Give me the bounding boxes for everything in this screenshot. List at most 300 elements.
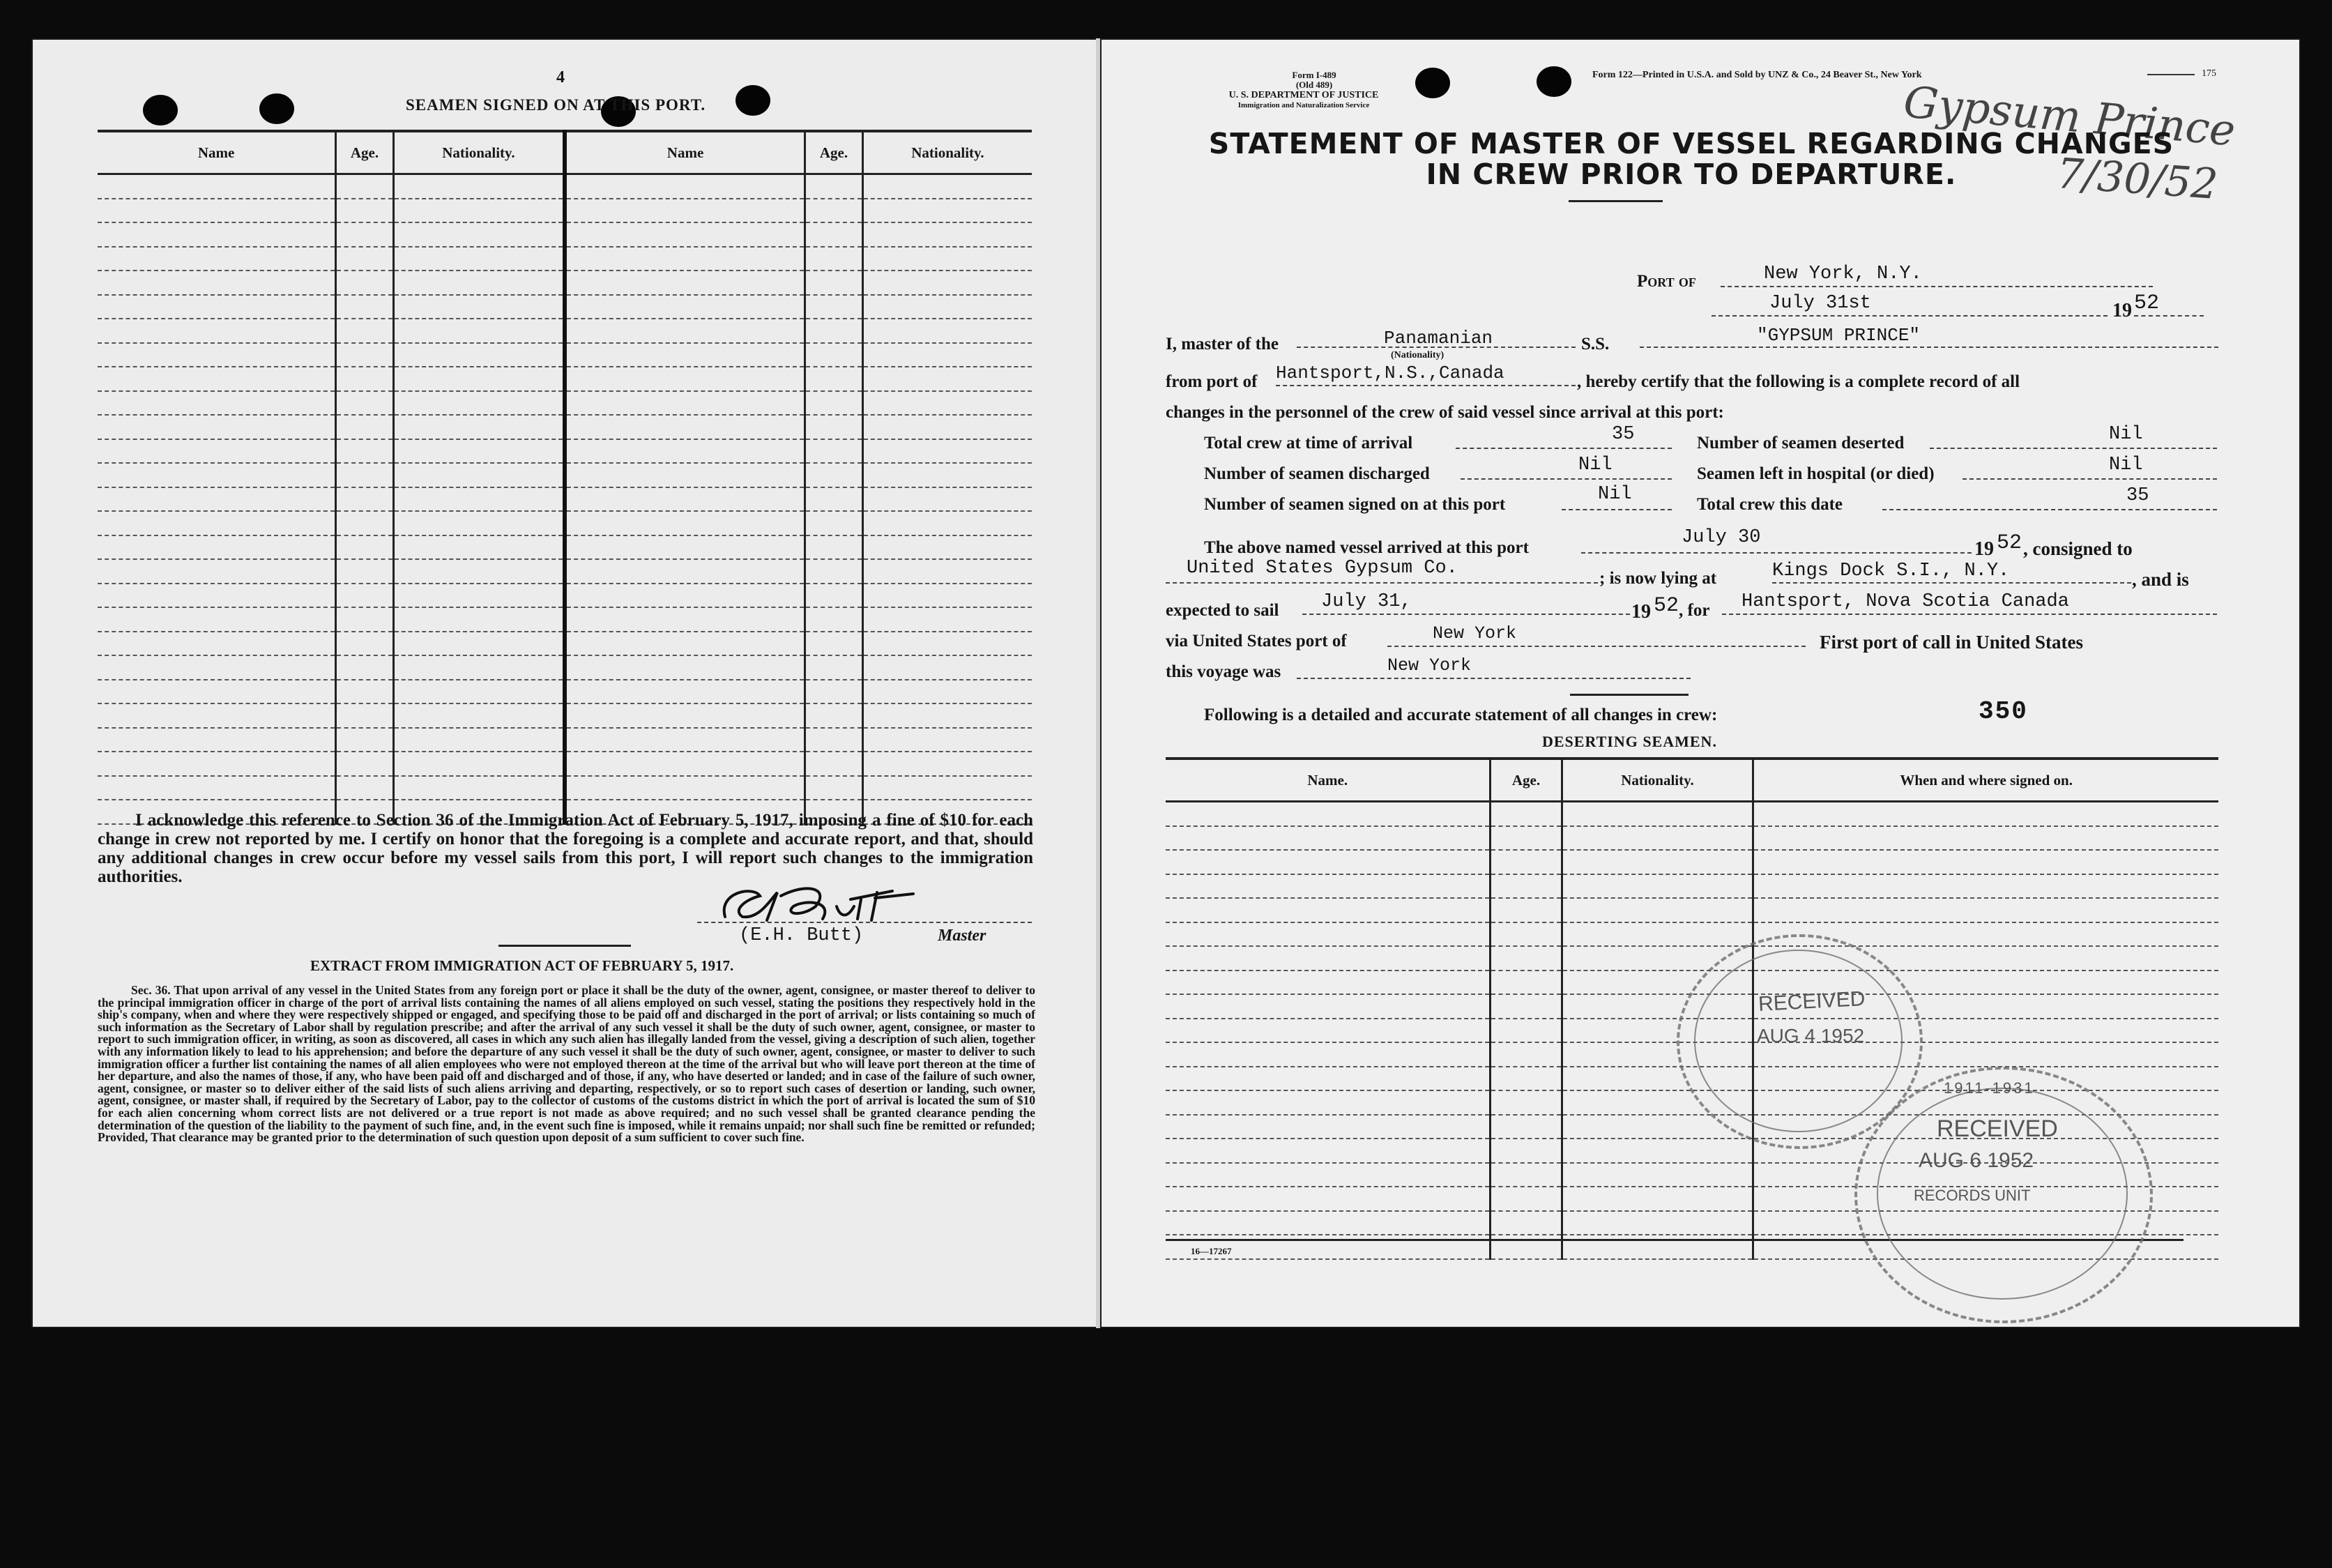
form-number: Form I-489 [1292, 70, 1336, 80]
table-cell [1491, 1115, 1562, 1139]
lying-label: ; is now lying at [1599, 569, 1717, 588]
table-row [98, 247, 1032, 271]
table-cell [98, 199, 336, 223]
table-row [1166, 898, 2218, 922]
table-cell [98, 703, 336, 728]
column-header: When and where signed on. [1753, 759, 2218, 802]
table-cell [1491, 898, 1562, 922]
arrived-label: The above named vessel arrived at this port [1204, 538, 1529, 557]
table-cell [1166, 1115, 1491, 1139]
table-cell [1166, 1067, 1491, 1091]
table-cell [1491, 1163, 1562, 1187]
table-cell [393, 680, 565, 704]
table-cell [862, 776, 1032, 800]
table-cell [565, 728, 805, 752]
table-cell [98, 247, 336, 271]
signed-on-table [98, 130, 1032, 825]
date-year-line [2134, 315, 2204, 317]
table-cell [805, 222, 863, 247]
table-cell [336, 295, 394, 319]
arrived-year: 52 [1997, 531, 2022, 555]
table-cell [98, 776, 336, 800]
table-cell [862, 391, 1032, 416]
sheet-number: 175 [2202, 68, 2216, 79]
table-cell [336, 728, 394, 752]
table-cell [336, 559, 394, 584]
table-cell [98, 511, 336, 535]
table-cell [393, 174, 565, 199]
table-cell [393, 463, 565, 487]
via-value: New York [1433, 623, 1517, 644]
nationality-caption: (Nationality) [1391, 350, 1445, 360]
table-cell [862, 703, 1032, 728]
table-cell [1562, 898, 1753, 922]
table-cell [862, 584, 1032, 608]
table-row [1166, 850, 2218, 874]
table-cell [862, 319, 1032, 343]
deserted-value: Nil [2109, 424, 2143, 445]
table-cell [565, 343, 805, 367]
table-cell [336, 391, 394, 416]
table-cell [393, 415, 565, 439]
arrived-value: July 30 [1682, 527, 1761, 548]
table-cell [805, 559, 863, 584]
table-cell [336, 776, 394, 800]
table-cell [1753, 850, 2218, 874]
table-cell [98, 295, 336, 319]
table-cell [1562, 1187, 1753, 1211]
table-cell [1562, 826, 1753, 851]
table-row [1166, 802, 2218, 826]
table-cell [805, 632, 863, 656]
signed-on-value: Nil [1598, 484, 1632, 505]
table-cell [336, 439, 394, 464]
expected-label: expected to sail [1166, 601, 1279, 620]
deserted-line [1930, 448, 2217, 449]
table-cell [1562, 1163, 1753, 1187]
consigned-label: , consigned to [2023, 538, 2133, 559]
stamp-1-date: AUG 4 1952 [1757, 1025, 1865, 1046]
consignee-value: United States Gypsum Co. [1187, 558, 1458, 579]
table-row [98, 391, 1032, 416]
table-cell [393, 391, 565, 416]
table-row [98, 415, 1032, 439]
table-cell [805, 343, 863, 367]
discharged-line [1461, 478, 1672, 480]
table-row [98, 463, 1032, 487]
total-date-label: Total crew this date [1697, 495, 1843, 514]
department-name: U. S. DEPARTMENT OF JUSTICE [1228, 90, 1379, 100]
table-cell [1166, 874, 1491, 899]
service-name: Immigration and Naturalization Service [1237, 101, 1370, 109]
expected-year: 52 [1654, 594, 1679, 618]
stamp-2-top: 1911-1931 [1944, 1079, 2035, 1097]
table-row [1166, 946, 2218, 971]
table-cell [805, 511, 863, 535]
table-cell [336, 607, 394, 632]
signature-name: (E.H. Butt) [739, 925, 864, 946]
table-cell [1491, 1019, 1562, 1043]
printer-note: Form 122—Printed in U.S.A. and Sold by UNZ & Co., 24 Beaver St., New York [1592, 70, 1922, 80]
printer-rule [2147, 74, 2195, 75]
table-cell [1166, 1187, 1491, 1211]
table-cell [805, 247, 863, 271]
table-cell [1491, 1067, 1562, 1091]
handwritten-date: 7/30/52 [2055, 149, 2220, 209]
stamp-2-date: AUG 6 1952 [1919, 1149, 2034, 1172]
table-row [98, 680, 1032, 704]
table-cell [393, 703, 565, 728]
table-cell [393, 247, 565, 271]
table-cell [1166, 1019, 1491, 1043]
destination-value: Hantsport, Nova Scotia Canada [1742, 591, 2069, 612]
table-cell [393, 511, 565, 535]
section-36-text [98, 984, 1035, 1144]
punch-hole [736, 85, 770, 116]
divider [1570, 694, 1689, 696]
table-cell [565, 319, 805, 343]
table-cell [393, 367, 565, 391]
table-row [98, 511, 1032, 535]
table-cell [565, 680, 805, 704]
table-cell [1562, 850, 1753, 874]
punch-hole [143, 95, 178, 125]
table-cell [565, 439, 805, 464]
table-cell [805, 199, 863, 223]
table-cell [862, 295, 1032, 319]
table-row [98, 271, 1032, 295]
table-cell [565, 607, 805, 632]
table-cell [393, 271, 565, 295]
table-cell [336, 655, 394, 680]
table-cell [565, 584, 805, 608]
table-cell [565, 247, 805, 271]
column-header: Nationality. [1562, 759, 1753, 802]
table-cell [862, 728, 1032, 752]
nationality-value: Panamanian [1384, 328, 1493, 349]
column-header: Name [565, 131, 805, 174]
table-cell [565, 199, 805, 223]
table-cell [393, 439, 565, 464]
consignee-line [1166, 582, 1598, 584]
table-header-row [98, 131, 1032, 174]
table-cell [98, 343, 336, 367]
table-cell [336, 222, 394, 247]
table-cell [805, 295, 863, 319]
table-row [1166, 826, 2218, 851]
table-row [98, 343, 1032, 367]
table-cell [1491, 1042, 1562, 1067]
table-cell [1562, 802, 1753, 826]
table-cell [98, 271, 336, 295]
handwritten-number: 350 [1979, 697, 2028, 726]
table-cell [336, 367, 394, 391]
table-cell [393, 752, 565, 776]
table-cell [565, 559, 805, 584]
table-cell [805, 391, 863, 416]
table-cell [805, 415, 863, 439]
table-cell [1166, 1163, 1491, 1187]
certify-text: , hereby certify that the following is a complete record of all [1577, 372, 2020, 391]
table-cell [862, 222, 1032, 247]
table-cell [393, 535, 565, 560]
table-row [98, 776, 1032, 800]
table-cell [393, 655, 565, 680]
table-cell [862, 367, 1032, 391]
extract-title: EXTRACT FROM IMMIGRATION ACT OF FEBRUARY 5, 1917. [310, 957, 734, 974]
stamp-2-unit: RECORDS UNIT [1914, 1187, 2031, 1204]
table-cell [1166, 898, 1491, 922]
table-cell [565, 535, 805, 560]
table-cell [336, 535, 394, 560]
table-cell [1166, 826, 1491, 851]
table-cell [862, 632, 1032, 656]
table-cell [98, 439, 336, 464]
table-cell [393, 487, 565, 512]
table-cell [862, 655, 1032, 680]
ship-name-line [1640, 347, 2218, 348]
via-line [1387, 646, 1806, 647]
total-arrival-value: 35 [1612, 424, 1635, 445]
table-cell [1491, 971, 1562, 995]
port-line [1721, 286, 2153, 287]
table-cell [862, 415, 1032, 439]
table-cell [862, 680, 1032, 704]
form-title [1164, 128, 2218, 190]
table-cell [1753, 826, 2218, 851]
column-header: Age. [805, 131, 863, 174]
date-year: 52 [2134, 291, 2160, 315]
table-cell [336, 584, 394, 608]
table-cell [1491, 994, 1562, 1019]
section-label: Sec. 36. [131, 983, 171, 997]
table-row [1166, 874, 2218, 899]
table-row [98, 728, 1032, 752]
table-cell [1753, 898, 2218, 922]
port-label: Port of [1637, 272, 1696, 291]
signed-on-label: Number of seamen signed on at this port [1204, 495, 1506, 514]
table-cell [1166, 802, 1491, 826]
via-label: via United States port of [1166, 632, 1347, 650]
table-cell [862, 271, 1032, 295]
table-cell [805, 463, 863, 487]
table-cell [565, 367, 805, 391]
table-row [98, 439, 1032, 464]
table-cell [1491, 1187, 1562, 1211]
table-cell [862, 247, 1032, 271]
table-cell [1491, 826, 1562, 851]
punch-hole [259, 93, 294, 124]
table-cell [805, 680, 863, 704]
punch-hole [1537, 66, 1571, 97]
table-cell [1562, 874, 1753, 899]
signed-on-line [1562, 509, 1672, 510]
table-cell [1166, 922, 1491, 947]
deserting-title: DESERTING SEAMEN. [1542, 733, 1717, 750]
table-cell [1166, 946, 1491, 971]
voyage-line [1297, 678, 1691, 679]
table-row [98, 559, 1032, 584]
signature-title: Master [938, 927, 986, 945]
table-cell [1491, 946, 1562, 971]
column-header: Nationality. [393, 131, 565, 174]
column-header: Name [98, 131, 336, 174]
table-cell [1491, 922, 1562, 947]
for-label: , for [1679, 601, 1710, 620]
discharged-value: Nil [1578, 455, 1613, 475]
page-number: 4 [556, 68, 565, 86]
discharged-label: Number of seamen discharged [1204, 464, 1430, 483]
table-row [98, 199, 1032, 223]
from-port-label: from port of [1166, 372, 1258, 391]
column-header: Nationality. [862, 131, 1032, 174]
table-cell [1166, 971, 1491, 995]
table-cell [565, 511, 805, 535]
table-cell [1166, 1211, 1491, 1235]
lying-value: Kings Dock S.I., N.Y. [1772, 561, 2010, 581]
table-cell [1491, 1211, 1562, 1235]
table-cell [565, 632, 805, 656]
stamp-2-text: RECEIVED [1937, 1116, 2058, 1142]
arrived-year-prefix: 19 [1974, 538, 1994, 560]
table-cell [862, 511, 1032, 535]
table-cell [565, 776, 805, 800]
table-cell [393, 584, 565, 608]
table-cell [98, 607, 336, 632]
table-cell [393, 199, 565, 223]
table-cell [336, 752, 394, 776]
table-cell [1491, 1090, 1562, 1115]
column-header: Age. [336, 131, 394, 174]
table-cell [565, 463, 805, 487]
divider [498, 945, 631, 947]
table-cell [98, 463, 336, 487]
voyage-label: this voyage was [1166, 662, 1281, 681]
table-cell [565, 752, 805, 776]
table-cell [1753, 874, 2218, 899]
nationality-line [1297, 347, 1576, 348]
expected-value: July 31, [1321, 591, 1412, 612]
table-cell [98, 752, 336, 776]
lying-line [1772, 582, 2131, 584]
total-date-value: 35 [2126, 485, 2149, 506]
table-cell [565, 271, 805, 295]
port-value: New York, N.Y. [1764, 264, 1922, 284]
master-of-label: I, master of the [1166, 335, 1279, 353]
table-cell [1562, 922, 1753, 947]
table-cell [862, 559, 1032, 584]
from-port-value: Hantsport,N.S.,Canada [1276, 363, 1504, 383]
date-value: July 31st [1769, 293, 1871, 314]
date-line [1712, 315, 2108, 317]
table-cell [393, 319, 565, 343]
left-section-title: SEAMEN SIGNED ON AT THIS PORT. [406, 96, 706, 114]
table-row [98, 487, 1032, 512]
table-cell [565, 655, 805, 680]
ship-name: "GYPSUM PRINCE" [1757, 325, 1921, 346]
table-cell [805, 439, 863, 464]
table-cell [862, 174, 1032, 199]
table-row [98, 319, 1032, 343]
table-cell [1166, 850, 1491, 874]
table-row [1166, 922, 2218, 947]
table-cell [98, 632, 336, 656]
table-cell [1491, 1139, 1562, 1163]
table-cell [1166, 1042, 1491, 1067]
table-cell [1562, 1139, 1753, 1163]
table-cell [393, 343, 565, 367]
table-row [98, 367, 1032, 391]
table-cell [98, 535, 336, 560]
destination-line [1722, 614, 2217, 615]
title-underline [1569, 200, 1663, 202]
table-cell [393, 728, 565, 752]
expected-line [1302, 614, 1630, 615]
table-cell [98, 728, 336, 752]
table-cell [336, 680, 394, 704]
title-line-1: STATEMENT OF MASTER OF VESSEL REGARDING CHANGES [1208, 127, 2174, 160]
table-row [98, 174, 1032, 199]
table-row [98, 655, 1032, 680]
table-cell [1562, 1211, 1753, 1235]
expected-year-prefix: 19 [1631, 601, 1651, 623]
table-row [98, 584, 1032, 608]
table-cell [393, 607, 565, 632]
table-cell [565, 295, 805, 319]
table-cell [862, 535, 1032, 560]
voyage-value: New York [1387, 655, 1472, 676]
hospital-line [1963, 478, 2217, 480]
table-cell [336, 319, 394, 343]
table-cell [393, 559, 565, 584]
and-is-label: , and is [2132, 569, 2189, 590]
arrived-line [1581, 552, 1972, 554]
table-cell [565, 487, 805, 512]
section-body: That upon arrival of any vessel in the United States from any foreign port or place it shall be the duty of the owner, agent, consignee, or master thereof to deliver to the principal immigration officer in charge of the port of arrival lists containing the names of all aliens employed on such vessel, stating the positions they respectively hold in the ship's company, when and where they were respectively shipped or engaged, and specifying those to be paid off and discharged in the port of arrival; or lists containing so much of such information as the Secretary of Labor shall by regulation prescribe; and after the arrival of any such vessel it shall be the duty of such owner, agent, consignee, or master to report to such immigration officer, in writing, as soon as discovered, all cases in which any such alien has illegally landed from the vessel, giving a description of such alien, together with any information likely to lead to his apprehension; and before the departure of any such vessel it shall be the duty of such owner, agent, consignee, or master to deliver to such immigration officer a further list containing the names of all alien employees who were not employed thereon at the time of the arrival but who will leave port thereon at the time of her departure, and also the names of those, if any, who have been paid off and discharged and of those, if any, who have deserted or landed; and in case of the failure of such owner, agent, consignee, or master so to deliver either of the said lists of such aliens arriving and departing, respectively, or so to report such cases of desertion or landing, such owner, agent, consignee, or master shall, if required by the Secretary of Labor, pay to the collector of customs of the customs district in which the port of arrival is located the sum of $10 for each alien concerning whom correct lists are not delivered or a true report is not made as above required; and no such vessel shall be granted clearance pending the determination of the question of the liability to the payment of such fine, and, in the event such fine is imposed, while it remains unpaid; nor shall such fine be remitted or refunded; Provided, That clearance may be granted prior to the determination of such question upon deposit of a sum sufficient to cover such fine. [98, 983, 1035, 1145]
acknowledgement-text: I acknowledge this reference to Section 36 of the Immigration Act of February 5, 1917, imposing a fine of $10 for each change in crew not reported by me. I certify on honor that the foregoing is a complete and accurate report, and that, should any additional changes in crew occur before my vessel sails from this port, I will report such changes to the immigration authorities. [98, 811, 1033, 886]
table-cell [1491, 874, 1562, 899]
table-cell [393, 632, 565, 656]
table-cell [805, 535, 863, 560]
print-code: 16—17267 [1191, 1246, 1232, 1256]
total-arrival-label: Total crew at time of arrival [1204, 434, 1413, 452]
table-cell [862, 199, 1032, 223]
agency-header [1171, 90, 1436, 111]
form-old-number: (Old 489) [1295, 79, 1333, 90]
table-cell [805, 703, 863, 728]
table-cell [805, 728, 863, 752]
table-cell [565, 415, 805, 439]
table-cell [98, 391, 336, 416]
table-cell [336, 174, 394, 199]
changes-text: changes in the personnel of the crew of said vessel since arrival at this port: [1166, 403, 1724, 422]
ss-label: S.S. [1581, 335, 1610, 353]
table-cell [393, 776, 565, 800]
following-text: Following is a detailed and accurate statement of all changes in crew: [1204, 706, 1718, 724]
table-cell [98, 174, 336, 199]
table-cell [1491, 850, 1562, 874]
table-cell [805, 174, 863, 199]
title-line-2: IN CREW PRIOR TO DEPARTURE. [1426, 158, 1957, 191]
table-cell [1166, 1139, 1491, 1163]
handwritten-note: Gypsum Prince [1901, 76, 2238, 156]
form-header [1262, 70, 1366, 90]
table-row [98, 607, 1032, 632]
stamp-1-text: RECEIVED [1758, 987, 1866, 1016]
table-cell [805, 367, 863, 391]
total-date-line [1882, 509, 2217, 510]
table-cell [1166, 994, 1491, 1019]
